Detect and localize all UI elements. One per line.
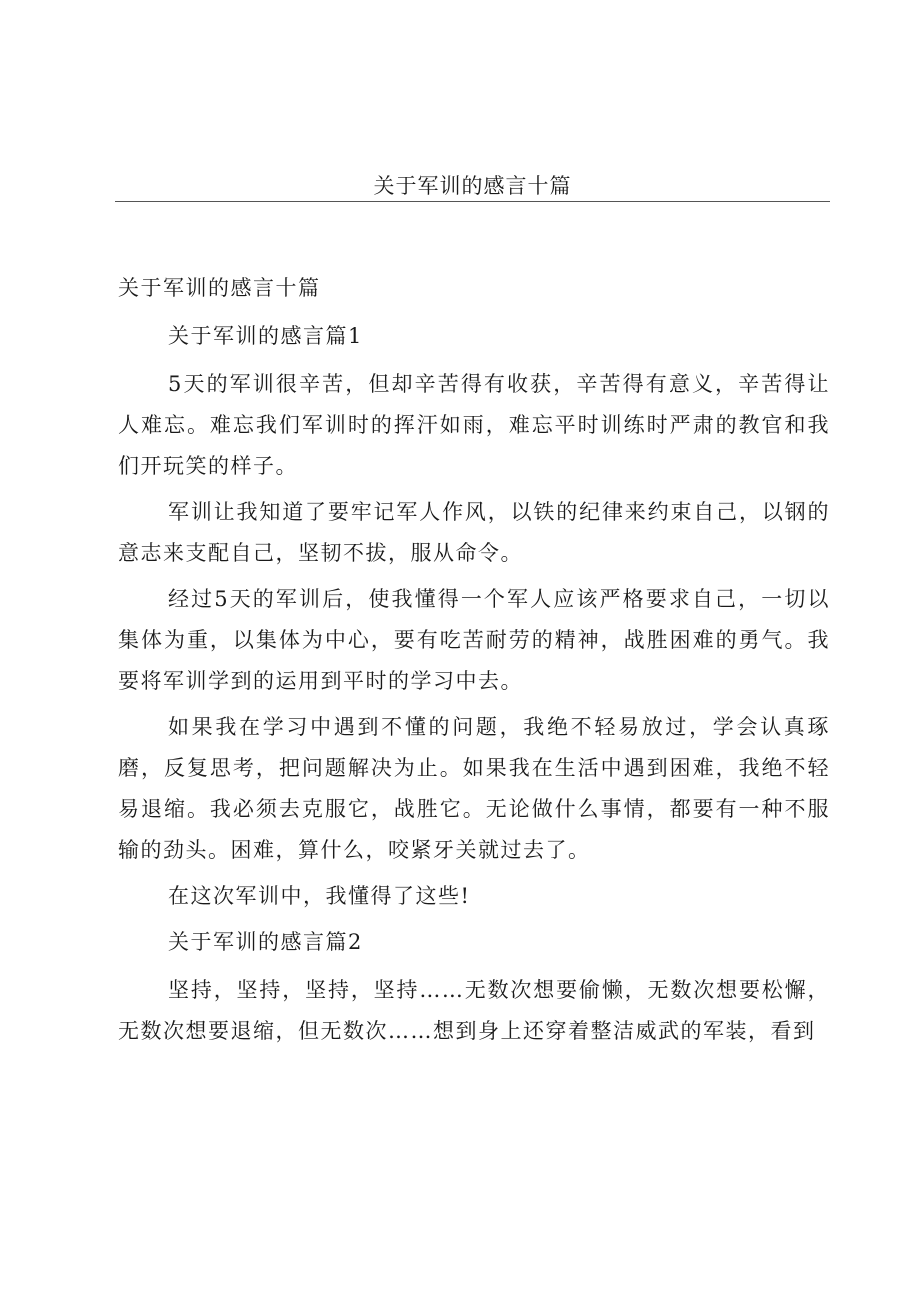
paragraph-4: 如果我在学习中遇到不懂的问题，我绝不轻易放过，学会认真琢磨，反复思考，把问题解决为止。如果我在生活中遇到困难，我绝不轻易退缩。我必须去克服它，战胜它。无论做什么事情，都要有一种不服输的劲头。困难，算什么，咬紧牙关就过去了。 [118, 715, 830, 862]
paragraph-6: 坚持，坚持，坚持，坚持……无数次想要偷懒，无数次想要松懈，无数次想要退缩，但无数次……想到身上还穿着整洁威武的军装，看到 [118, 978, 830, 1043]
page-header-title: 关于军训的感言十篇 [373, 174, 572, 198]
paragraph-1: 5天的军训很辛苦，但却辛苦得有收获，辛苦得有意义，辛苦得让人难忘。难忘我们军训时的挥汗如雨，难忘平时训练时严肃的教官和我们开玩笑的样子。 [118, 372, 830, 478]
section-1-title: 关于军训的感言篇1 [168, 324, 363, 348]
paragraph-3: 经过5天的军训后，使我懂得一个军人应该严格要求自己，一切以集体为重，以集体为中心，要有吃苦耐劳的精神，战胜困难的勇气。我要将军训学到的运用到平时的学习中去。 [118, 587, 830, 693]
section-2-title: 关于军训的感言篇2 [168, 930, 363, 954]
document-body [118, 268, 830, 1057]
document-title: 关于军训的感言十篇 [118, 276, 321, 300]
paragraph-2: 军训让我知道了要牢记军人作风，以铁的纪律来约束自己，以钢的意志来支配自己，坚韧不拔，服从命令。 [118, 500, 830, 565]
paragraph-5: 在这次军训中，我懂得了这些! [168, 884, 471, 908]
header-divider [115, 201, 830, 202]
